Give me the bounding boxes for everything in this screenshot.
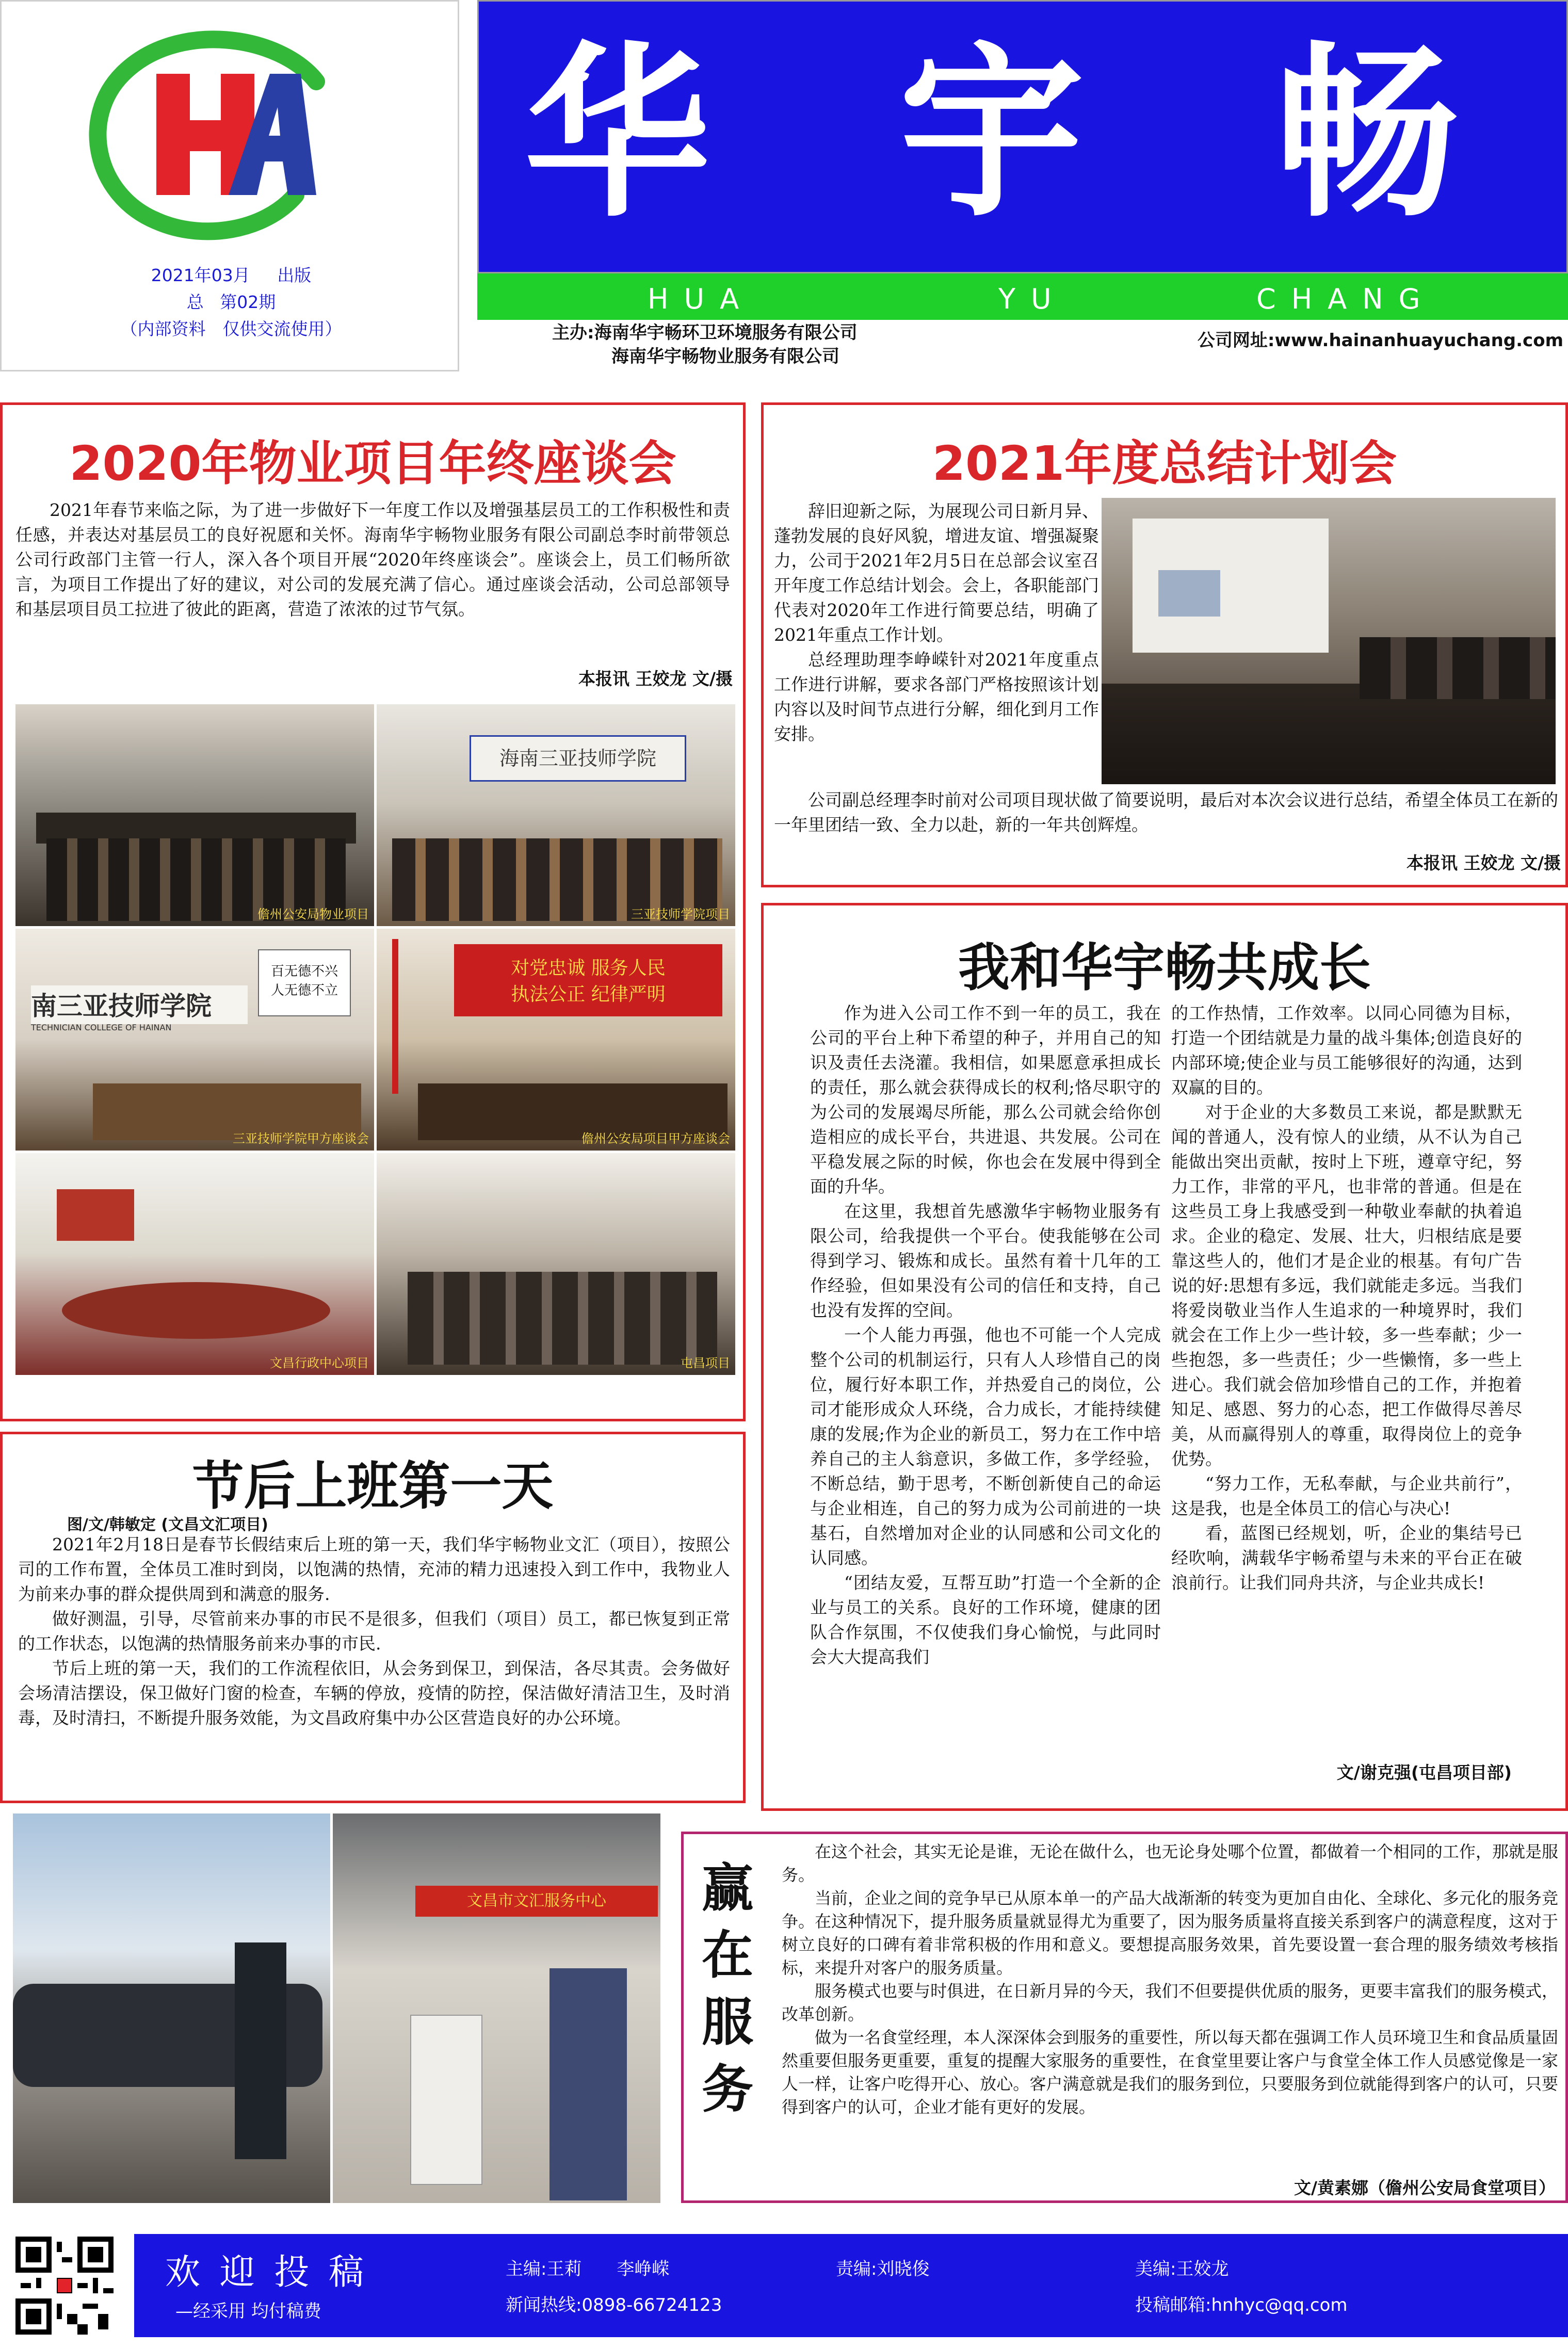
- art-name: 王姣龙: [1176, 2259, 1229, 2279]
- article-2-credit: 本报讯 王姣龙 文/摄: [1406, 853, 1561, 873]
- email-address[interactable]: hnhyc@qq.com: [1211, 2295, 1348, 2315]
- service-center-sign: 文昌市文汇服务中心: [467, 1892, 606, 1910]
- host-label: 主办:: [552, 322, 594, 343]
- wall-text-1: 百无德不兴: [270, 964, 338, 979]
- article-3-paragraph: 看，蓝图已经规划，听，企业的集结号已经吹响，满载华宇畅希望与未来的平台正在破浪前行。让我们同舟共济，与企业共成长!: [1171, 1523, 1522, 1593]
- article-3-paragraph: 在这里，我想首先感激华宇畅物业服务有限公司，给我提供一个平台。使我能够在公司得到学习、锻炼和成长。虽然有着十几年的工作经验，但如果没有公司的信任和支持，自己也没有发挥的空间。: [810, 1201, 1161, 1320]
- issue-note: （内部资料 仅供交流使用）: [120, 319, 342, 339]
- masthead-pinyin-band: [477, 273, 1568, 320]
- qr-code-icon: [15, 2237, 114, 2335]
- article-1-body: [15, 498, 730, 622]
- article-3-paragraph: 作为进入公司工作不到一年的员工，我在公司的平台上种下希望的种子，并用自己的知识及责任去浇灌。我相信，如果愿意承担成长的责任，那么就会获得成长的权利;恪尽职守的为公司的发展竭尽所能，那么公司就会给你创造相应的成长平台，共进退、共发展。公司在平稳发展之际的时候，你也会在发展中得到全面的升华。: [810, 1003, 1161, 1196]
- photo-danzhou-client-meeting: [377, 929, 735, 1151]
- article-5-paragraph: 当前，企业之间的竞争早已从原本单一的产品大战渐渐的转变为更加自由化、全球化、多元化的服务竞争。在这种情况下，提升服务质量就显得尤为重要了，因为服务质量将直接关系到客户的满意程度，这对于树立良好的口碑有着非常积极的作用和意义。要想提高服务效果，首先要设置一套合理的服务绩效考核指标，来提升对客户的服务质量。: [782, 1888, 1558, 1978]
- company-logo: [74, 25, 342, 241]
- article-2-paragraph-2: 总经理助理李峥嵘针对2021年度重点工作进行讲解，要求各部门严格按照该计划内容以及时间节点进行分解，细化到月工作安排。: [774, 650, 1099, 744]
- editor-label: 责编:: [836, 2259, 877, 2279]
- article-4-body: [18, 1532, 730, 1730]
- photo-caption: 文昌行政中心项目: [270, 1356, 369, 1370]
- footer-art: [1135, 2255, 1228, 2280]
- footer-sub: —经采用 均付稿费: [175, 2301, 321, 2322]
- article-3-column-2: [1171, 1001, 1522, 1595]
- school-sign: 南三亚技师学院: [31, 991, 212, 1021]
- article-2-box: [761, 402, 1568, 887]
- chief-label: 主编:: [506, 2259, 547, 2279]
- photo-caption: 儋州公安局项目甲方座谈会: [581, 1131, 730, 1146]
- photo-sanya-client-meeting: [15, 929, 374, 1151]
- photo-temperature-check: [13, 1813, 330, 2203]
- article-5-paragraph: 在这个社会，其实无论是谁，无论在做什么，也无论身处哪个位置，都做着一个相同的工作，那就是服务。: [782, 1842, 1558, 1885]
- masthead-title-band: [477, 0, 1568, 273]
- footer-welcome: 欢 迎 投 稿: [165, 2252, 368, 2293]
- article-1-paragraph: 2021年春节来临之际，为了进一步做好下一年度工作以及增强基层员工的工作积极性和责任感，并表达对基层员工的良好祝愿和关怀。海南华宇畅物业服务有限公司副总李时前带领总公司行政部门主管一行人，深入各个项目开展“2020年终座谈会”。座谈会上，员工们畅所欲言，为项目工作提出了好的建议，对公司的发展充满了信心。通过座谈会活动，公司总部领导和基层项目员工拉进了彼此的距离，营造了浓浓的过节气氛。: [15, 500, 730, 619]
- article-3-title: 我和华宇畅共成长: [958, 937, 1371, 998]
- issue-number: 第02期: [220, 292, 276, 312]
- hotline-number[interactable]: 0898-66724123: [581, 2295, 722, 2315]
- pinyin-yu: YU: [998, 283, 1067, 315]
- footer-band: [134, 2234, 1568, 2337]
- photo-caption: 屯昌项目: [681, 1356, 730, 1370]
- masthead-left-panel: [0, 0, 459, 371]
- article-4-byline: 图/文/韩敏定 (文昌文汇项目): [67, 1516, 268, 1534]
- article-5-title-char: 赢: [702, 1858, 753, 1918]
- article-2-paragraph-1: 辞旧迎新之际，为展现公司日新月异、蓬勃发展的良好风貌，增进友谊、增强凝聚力，公司于2021年2月5日在总部会议室召开年度工作总结计划会。会上，各职能部门代表对2020年工作进行简要总结，明确了2021年重点工作计划。: [774, 501, 1099, 645]
- photo-tunchang-meeting: [377, 1153, 735, 1375]
- article-3-paragraph: “团结友爱，互帮互助”打造一个全新的企业与员工的关系。良好的工作环境，健康的团队合作氛围，不仅使我们身心愉悦，与此同时会大大提高我们: [810, 1573, 1161, 1667]
- article-3-column-1: [810, 1001, 1161, 1670]
- article-3-paragraph: 一个人能力再强，他也不可能一个人完成整个公司的机制运行，只有人人珍惜自己的岗位，履行好本职工作，并热爱自己的岗位，公司才能形成众人环绕，合力成长，才能持续健康的发展;作为企业的新员工，努力在工作中培养自己的主人翁意识，多做工作，多学经验，不断总结，勤于思考，不断创新使自己的命运与企业相连，自己的努力成为公司前进的一块基石，自然增加对企业的认同感和公司文化的认同感。: [810, 1325, 1161, 1568]
- hotline-label: 新闻热线:: [506, 2295, 582, 2315]
- photo-service-desk: [333, 1813, 660, 2203]
- masthead-host: [552, 321, 1171, 368]
- article-5-credit: 文/黄素娜（儋州公安局食堂项目）: [1294, 2178, 1556, 2198]
- article-1-credit: 本报讯 王姣龙 文/摄: [578, 669, 733, 689]
- art-label: 美编:: [1135, 2259, 1176, 2279]
- banner-text: 海南三亚技师学院: [499, 747, 656, 770]
- pinyin-chang: CHANG: [1256, 283, 1436, 315]
- footer-email: [1135, 2291, 1348, 2316]
- article-3-credit: 文/谢克强(屯昌项目部): [1336, 1762, 1512, 1783]
- photo-sanya-meeting: [377, 704, 735, 926]
- issue-publish: 出版: [277, 265, 312, 285]
- red-sign-line-1: 对党忠诚 服务人民: [511, 958, 666, 979]
- masthead-title: 华 宇 畅: [524, 24, 1521, 242]
- issue-total: 总: [186, 292, 204, 312]
- article-4-title: 节后上班第一天: [192, 1456, 554, 1516]
- issue-date: 2021年03月: [151, 265, 250, 285]
- article-5-paragraph: 做为一名食堂经理，本人深深体会到服务的重要性，所以每天都在强调工作人员环境卫生和食品质量固然重要但服务更重要，重复的提醒大家服务的重要性，在食堂里要让客户与食堂全体工作人员感觉像是一家人一样，让客户吃得开心、放心。客户满意就是我们的服务到位，只要服务到位就能得到客户的认可，只要得到客户的认可，企业才能有更好的发展。: [782, 2028, 1558, 2117]
- footer-qr-code[interactable]: [15, 2237, 114, 2335]
- article-4-paragraph: 做好测温，引导，尽管前来办事的市民不是很多，但我们（项目）员工，都已恢复到正常的工作状态，以饱满的热情服务前来办事的市民.: [18, 1609, 730, 1654]
- article-1-box: [0, 402, 746, 1421]
- footer-editor: [836, 2255, 929, 2280]
- chief-names: 王莉 李峥嵘: [546, 2259, 670, 2279]
- article-3-box: [761, 903, 1568, 1811]
- article-3-paragraph: “努力工作，无私奉献，与企业共前行”，这是我，也是全体员工的信心与决心!: [1171, 1473, 1522, 1518]
- article-4-paragraph: 2021年2月18日是春节长假结束后上班的第一天，我们华宇畅物业文汇（项目），按照公司的工作布置，全体员工准时到岗，以饱满的热情，充沛的精力迅速投入到工作中，我物业人为前来办事的群众提供周到和满意的服务.: [18, 1534, 730, 1604]
- photo-annual-meeting: [1102, 498, 1556, 784]
- editor-name: 刘晓俊: [877, 2259, 930, 2279]
- article-2-title: 2021年度总结计划会: [932, 436, 1397, 491]
- article-5-title-char: 服: [702, 1992, 753, 2052]
- article-4-paragraph: 节后上班的第一天，我们的工作流程依旧，从会务到保卫，到保洁，各尽其责。会务做好会场清洁摆设，保卫做好门窗的检查，车辆的停放，疫情的防控，保洁做好清洁卫生，及时消毒，及时清扫，不断提升服务效能，为文昌政府集中办公区营造良好的办公环境。: [18, 1658, 730, 1728]
- article-2-paragraph-3: 公司副总经理李时前对公司项目现状做了简要说明，最后对本次会议进行总结，希望全体员工在新的一年里团结一致、全力以赴，新的一年共创辉煌。: [774, 790, 1558, 835]
- article-5-title-char: 务: [702, 2059, 753, 2119]
- article-2-body-full: [774, 788, 1558, 837]
- pinyin-hua: HUA: [648, 283, 755, 315]
- photo-caption: 三亚技师学院项目: [631, 907, 730, 921]
- article-3-paragraph: 对于企业的大多数员工来说，都是默默无闻的普通人，没有惊人的业绩，从不认为自己能做出突出贡献，按时上下班，遵章守纪，努力工作，非常的平凡，也非常的普通。但是在这些员工身上我感受到一种敬业奉献的执着追求。企业的稳定、发展、壮大，归根结底是要靠这些人的，他们才是企业的根基。有句广告说的好:思想有多远，我们就能走多远。当我们将爱岗敬业当作人生追求的一种境界时，我们就会在工作上少一些计较，多一些奉献；少一些抱怨，多一些责任；少一些懒惰，多一些上进心。我们就会倍加珍惜自己的工作，并抱着知足、感恩、努力的心态，把工作做得尽善尽美，从而赢得别人的尊重，取得岗位上的竞争优势。: [1171, 1102, 1522, 1469]
- article-4-box: [0, 1432, 746, 1803]
- host-company-1: 海南华宇畅环卫环境服务有限公司: [594, 322, 858, 343]
- footer-hotline: [506, 2291, 722, 2316]
- article-5-box: [681, 1832, 1568, 2203]
- photo-danzhou-meeting: [15, 704, 374, 926]
- photo-caption: 三亚技师学院甲方座谈会: [233, 1131, 369, 1146]
- footer-chief: [506, 2255, 669, 2280]
- article-3-paragraph: 的工作热情，工作效率。以同心同德为目标，打造一个团结就是力量的战斗集体;创造良好的内部环境;使企业与员工能够很好的沟通，达到双赢的目的。: [1171, 1003, 1522, 1097]
- wall-text-2: 人无德不立: [270, 983, 338, 998]
- article-5-title-char: 在: [702, 1925, 753, 1985]
- photo-caption: 儋州公安局物业项目: [257, 907, 369, 921]
- email-label: 投稿邮箱:: [1135, 2295, 1211, 2315]
- article-5-title: [697, 1855, 758, 2123]
- host-company-2: 海南华宇畅物业服务有限公司: [611, 346, 839, 367]
- article-2-body-left: [774, 499, 1099, 747]
- article-5-paragraph: 服务模式也要与时俱进，在日新月异的今天，我们不但要提供优质的服务，更要丰富我们的服务模式，改革创新。: [782, 1981, 1558, 2024]
- website-link[interactable]: www.hainanhuayuchang.com: [1274, 330, 1563, 351]
- website-label: 公司网址:: [1197, 330, 1275, 351]
- photo-wenchang-meeting: [15, 1153, 374, 1375]
- issue-info: [2, 262, 461, 343]
- article-1-title: 2020年物业项目年终座谈会: [69, 436, 676, 491]
- article-5-body: [782, 1840, 1558, 2119]
- red-sign-line-2: 执法公正 纪律严明: [511, 984, 666, 1005]
- masthead-website: [1120, 326, 1563, 351]
- school-sign-en: TECHNICIAN COLLEGE OF HAINAN: [31, 1023, 172, 1032]
